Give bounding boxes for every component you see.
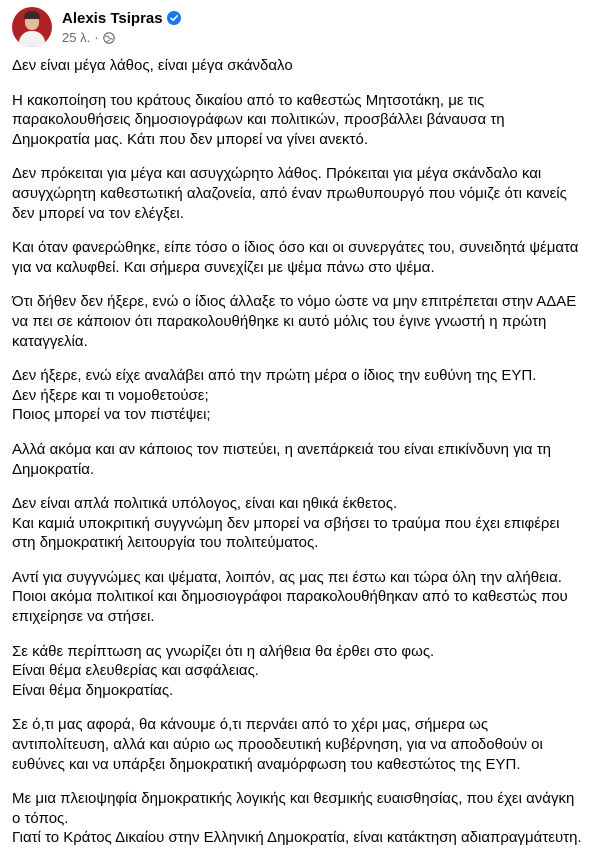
post-body xyxy=(12,56,584,863)
post-text-line: Είναι θέμα ελευθερίας και ασφάλειας. xyxy=(12,662,259,680)
post-text-line: Δεν είναι μέγα λάθος, είναι μέγα σκάνδαλο xyxy=(12,57,293,74)
post-text-line: Ποιος μπορεί να τον πιστέψει; xyxy=(12,406,211,424)
post-paragraph xyxy=(12,91,584,150)
verified-badge-icon xyxy=(167,11,181,25)
post-paragraph xyxy=(12,366,584,425)
post-header xyxy=(12,5,181,49)
post-text-line: Δεν είναι απλά πολιτικά υπόλογος, είναι και ηθικά έκθετος. xyxy=(12,495,398,513)
post-text-line: Αντί για συγγνώμες και ψέματα, λοιπόν, ας μας πει έστω και τώρα όλη την αλήθεια. xyxy=(12,568,562,586)
post-text-line: Η κακοποίηση του κράτους δικαίου από το καθεστώς Μητσοτάκη, με τις παρακολουθήσεις δημοσιογράφων και πολιτικών, προσβάλλει βάναυσα τη Δημοκρατία μας. Κάτι που δεν μπορεί να γίνει ανεκτό. xyxy=(12,91,505,148)
post-text-line: Είναι θέμα δημοκρατίας. xyxy=(12,681,174,699)
author-row xyxy=(62,9,181,28)
post-text-line: Με μια πλειοψηφία δημοκρατικής λογικής και θεσμικής ευαισθησίας, που έχει ανάγκη ο τόπος. xyxy=(12,790,575,827)
post-text-line: Και καμιά υποκριτική συγγνώμη δεν μπορεί να σβήσει το τραύμα που έχει επιφέρει στη δημοκρατική λειτουργία του πολιτεύματος. xyxy=(12,514,560,552)
post-text-line: Σε κάθε περίπτωση ας γνωρίζει ότι η αλήθεια θα έρθει στο φως. xyxy=(12,642,435,660)
post-paragraph xyxy=(12,164,584,223)
post-paragraph xyxy=(12,568,584,627)
post-paragraph xyxy=(12,56,584,76)
post-paragraph xyxy=(12,238,584,277)
post-paragraph xyxy=(12,789,584,848)
post-text-line: Ότι δήθεν δεν ήξερε, ενώ ο ίδιος άλλαξε το νόμο ώστε να μην επιτρέπεται στην ΑΔΑΕ να πει σε κάποιον ότι παρακολουθήθηκε κι αυτό μόλις του έγινε γνωστή η πρώτη καταγγελία. xyxy=(12,293,577,350)
post-text-line: Δεν ήξερε και τι νομοθετούσε; xyxy=(12,386,209,404)
post-time[interactable]: 25 λ. xyxy=(62,29,91,45)
separator-dot: · xyxy=(94,29,99,45)
post-meta xyxy=(62,9,181,46)
post-text-line: Σε ό,τι μας αφορά, θα κάνουμε ό,τι περνάει από το χέρι μας, σήμερα ως αντιπολίτευση, αλλά και αύριο ως προοδευτική κυβέρνηση, για να αποδοθούν οι ευθύνες και να υπάρξει δημοκρατική αναμόρφωση του καθεστώτος της ΕΥΠ. xyxy=(12,716,543,773)
post-paragraph xyxy=(12,642,584,701)
post-paragraph xyxy=(12,715,584,774)
avatar-hair xyxy=(24,11,40,19)
post-paragraph xyxy=(12,292,584,351)
post-text-line: Δεν ήξερε, ενώ είχε αναλάβει από την πρώτη μέρα ο ίδιος την ευθύνη της ΕΥΠ. xyxy=(12,367,537,385)
post-paragraph xyxy=(12,440,584,479)
author-name[interactable]: Alexis Tsipras xyxy=(62,9,163,27)
post-text-line: Αλλά ακόμα και αν κάποιος τον πιστεύει, η ανεπάρκειά του είναι επικίνδυνη για τη Δημοκρατία. xyxy=(12,440,552,478)
post-subline xyxy=(62,30,181,46)
globe-icon[interactable] xyxy=(103,32,115,44)
post-text-line: Γιατί το Κράτος Δικαίου στην Ελληνική Δημοκρατία, είναι κατάκτηση αδιαπραγμάτευτη. xyxy=(12,829,582,847)
avatar-shirt xyxy=(19,31,45,47)
post-paragraph xyxy=(12,494,584,553)
post-text-line: Ποιοι ακόμα πολιτικοί και δημοσιογράφοι παρακολουθήθηκαν από το καθεστώς που επιχείρησε να στήσει. xyxy=(12,588,568,626)
post-text-line: Δεν πρόκειται για μέγα και ασυγχώρητο λάθος. Πρόκειται για μέγα σκάνδαλο και ασυγχώρητη καθεστωτική αλαζονεία, από έναν πρωθυπουργό που νόμιζε ότι κανείς δεν μπορεί να τον ελέγξει. xyxy=(12,165,567,222)
post-text-line: Και όταν φανερώθηκε, είπε τόσο ο ίδιος όσο και οι συνεργάτες του, συνειδητά ψέματα για να καλυφθεί. Και σήμερα συνεχίζει με ψέμα πάνω στο ψέμα. xyxy=(12,239,579,276)
avatar[interactable] xyxy=(12,7,52,47)
